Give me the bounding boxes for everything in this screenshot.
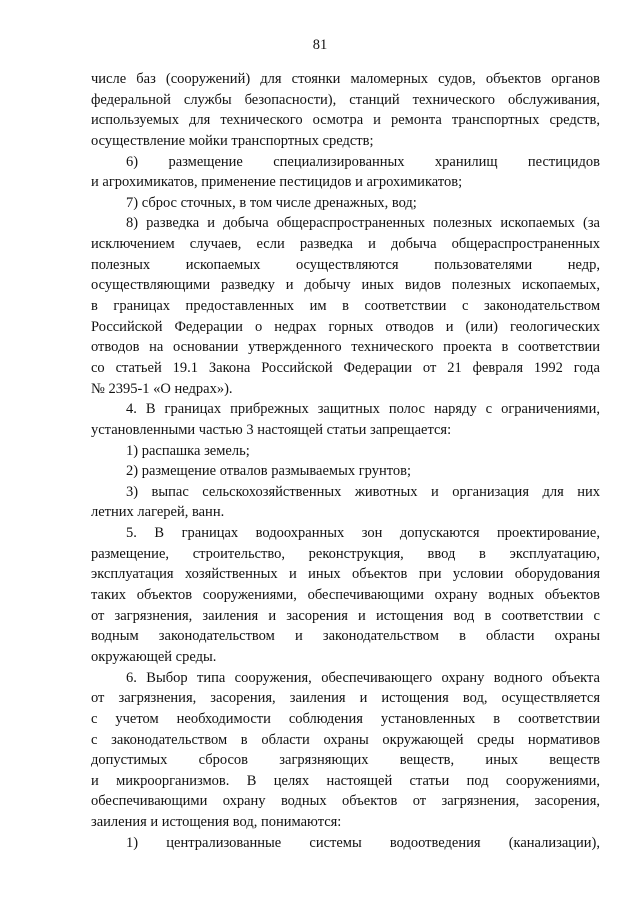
text-line: осуществляющими разведку и добычу иных видов полезных ископаемых, [91, 277, 600, 294]
text-line: используемых для технического осмотра и ремонта транспортных средств, [91, 112, 600, 129]
text-line: 1) централизованные системы водоотведения (канализации), [126, 834, 600, 851]
body-text [91, 69, 600, 853]
text-line: с учетом необходимости соблюдения установленных в соответствии [91, 710, 600, 727]
text-line: заиления и истощения вод, понимаются: [91, 814, 342, 831]
text-line: числе баз (сооружений) для стоянки маломерных судов, объектов органов [91, 71, 600, 87]
text-line: Российской Федерации о недрах горных отводов и (или) геологических [91, 318, 600, 335]
text-line: со статьей 19.1 Закона Российской Федерации от 21 февраля 1992 года [91, 359, 600, 376]
text-line: осуществление мойки транспортных средств; [91, 132, 374, 149]
text-line: допустимых сбросов загрязняющих веществ, иных веществ [91, 752, 600, 769]
text-line: размещение, строительство, реконструкция, ввод в эксплуатацию, [91, 545, 600, 562]
text-line: и микроорганизмов. В целях настоящей статьи под сооружениями, [91, 772, 600, 789]
text-line: 8) разведка и добыча общераспространенных полезных ископаемых (за [126, 215, 600, 232]
text-line: федеральной службы безопасности), станций технического обслуживания, [91, 91, 600, 108]
text-line: водным законодательством и законодательством в области охраны [91, 628, 600, 645]
text-line: от загрязнения, заиления и засорения и истощения вод в соответствии с [91, 607, 600, 624]
text-line: исключением случаев, если разведка и добыча общераспространенных [91, 236, 600, 253]
text-line: от загрязнения, засорения, заиления и истощения вод, осуществляется [91, 690, 600, 707]
page-number: 81 [312, 37, 328, 53]
text-line: 3) выпас сельскохозяйственных животных и организация для них [126, 483, 600, 500]
text-line: в границах предоставленных им в соответствии с законодательством [91, 298, 600, 315]
text-line: таких объектов сооружениями, обеспечивающими охрану водных объектов [91, 587, 600, 604]
text-line: 6. Выбор типа сооружения, обеспечивающего охрану водного объекта [126, 669, 600, 686]
text-line: 7) сброс сточных, в том числе дренажных, вод; [126, 194, 417, 211]
text-line: № 2395-1 «О недрах»). [91, 380, 233, 397]
text-line: 5. В границах водоохранных зон допускаются проектирование, [126, 525, 600, 542]
text-line: обеспечивающими охрану водных объектов от загрязнения, засорения, [91, 793, 600, 810]
text-line: установленными частью 3 настоящей статьи запрещается: [91, 421, 452, 438]
text-line: отводов на основании утвержденного технического проекта в соответствии [91, 339, 600, 356]
text-line: 2) размещение отвалов размываемых грунтов; [126, 463, 412, 480]
text-line: окружающей среды. [91, 648, 217, 665]
text-line: 6) размещение специализированных хранилищ пестицидов [126, 153, 600, 170]
text-line: 4. В границах прибрежных защитных полос наряду с ограничениями, [126, 401, 600, 418]
text-line: эксплуатация хозяйственных и иных объектов при условии оборудования [91, 566, 600, 583]
text-line: полезных ископаемых осуществляются пользователями недр, [91, 256, 600, 273]
text-line: 1) распашка земель; [126, 442, 250, 459]
text-line: с законодательством в области охраны окружающей среды нормативов [91, 731, 600, 748]
text-line: и агрохимикатов, применение пестицидов и агрохимикатов; [91, 174, 463, 191]
text-line: летних лагерей, ванн. [91, 504, 225, 521]
